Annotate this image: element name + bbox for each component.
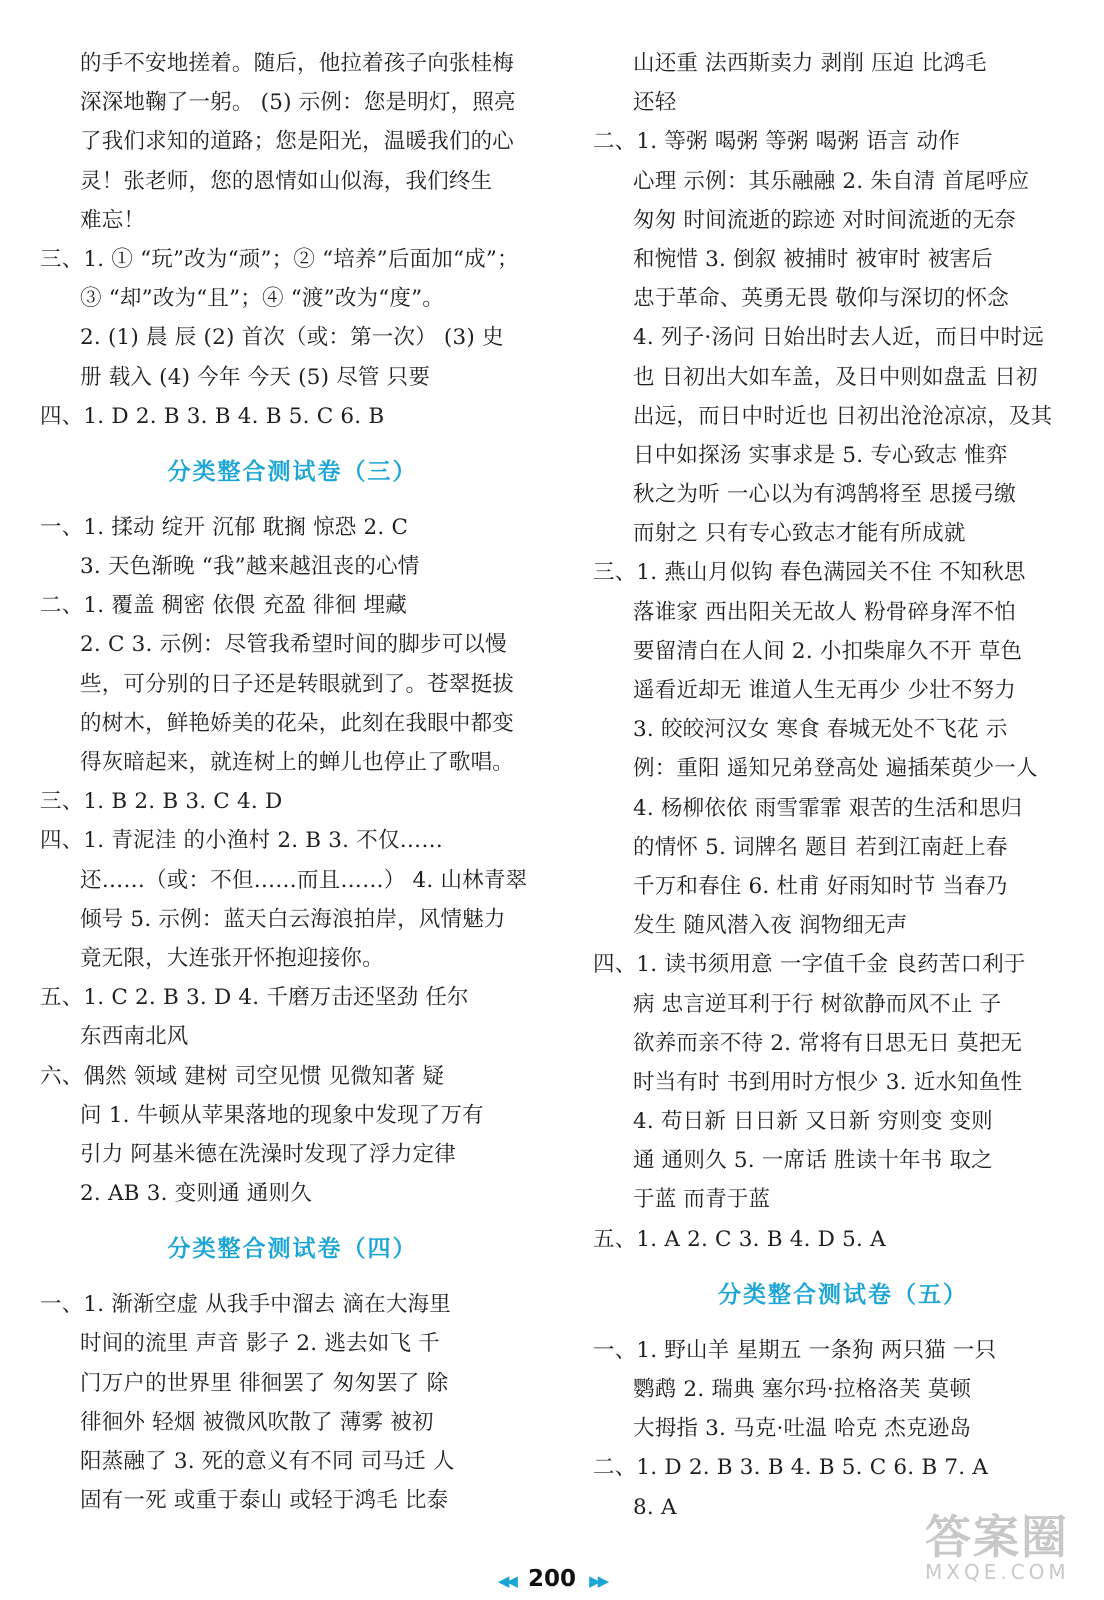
answer-line: 心理 示例：其乐融融 2. 朱自清 首尾呼应 <box>633 168 1030 194</box>
answer-line: 的情怀 5. 词牌名 题目 若到江南赶上春 <box>633 834 1008 860</box>
answer-line: 倾号 5. 示例：蓝天白云海浪拍岸，风情魅力 <box>80 906 506 932</box>
answer-line: 例：重阳 遥知兄弟登高处 遍插茱萸少一人 <box>633 756 1038 782</box>
answer-line: 六、偶然 领域 建树 司空见惯 见微知著 疑 <box>40 1063 445 1089</box>
answer-line: 了我们求知的道路；您是阳光，温暖我们的心 <box>80 129 515 155</box>
prev-arrows-icon[interactable]: ◀◀ <box>497 1572 515 1590</box>
answer-line: 一、1. 渐渐空虚 从我手中溜去 滴在大海里 <box>40 1292 451 1318</box>
answer-line: 还……（或：不但……而且……） 4. 山林青翠 <box>80 867 528 893</box>
answer-line: 2. C 3. 示例：尽管我希望时间的脚步可以慢 <box>80 632 507 658</box>
answer-line: 鹦鹉 2. 瑞典 塞尔玛·拉格洛芙 莫顿 <box>633 1377 972 1402</box>
answer-line: 三、1. ① “玩”改为“顽”；② “培养”后面加“成”； <box>40 246 519 272</box>
answer-line: 欲养而亲不待 2. 常将有日思无日 莫把无 <box>633 1030 1023 1056</box>
answer-line: 4. 杨柳依依 雨雪霏霏 艰苦的生活和思归 <box>633 795 1023 821</box>
answer-line: 通 通则久 5. 一席话 胜读十年书 取之 <box>633 1148 993 1174</box>
answer-line: 千万和春住 6. 杜甫 好雨知时节 当春乃 <box>633 873 1008 899</box>
answer-line: 4. 苟日新 日日新 又日新 穷则变 变则 <box>633 1109 993 1135</box>
answer-line: 4. 列子·汤问 日始出时去人近，而日中时远 <box>633 325 1044 351</box>
answer-line: 灵！张老师，您的恩情如山似海，我们终生 <box>80 168 493 194</box>
answer-line: 深深地鞠了一躬。 (5) 示例：您是明灯，照亮 <box>80 90 516 116</box>
answer-line: 阳蒸融了 3. 死的意义有不同 司马迁 人 <box>80 1449 455 1474</box>
answer-line: 时当有时 书到用时方恨少 3. 近水知鱼性 <box>633 1069 1023 1095</box>
answer-line: 五、1. A 2. C 3. B 4. D 5. A <box>593 1226 886 1252</box>
answer-line: 8. A <box>633 1494 677 1520</box>
answer-line: 的树木，鲜艳娇美的花朵，此刻在我眼中都变 <box>80 710 515 736</box>
answer-line: 遥看近却无 谁道人生无再少 少壮不努力 <box>633 678 1016 703</box>
answer-line: 难忘！ <box>80 207 146 233</box>
answer-line: 也 日初出大如车盖，及日中则如盘盂 日初 <box>633 364 1038 390</box>
answer-line: 2. (1) 晨 辰 (2) 首次（或：第一次） (3) 史 <box>80 325 504 351</box>
answer-line: 二、1. 等粥 喝粥 等粥 喝粥 语言 动作 <box>593 129 960 155</box>
answer-line: 日中如探汤 实事求是 5. 专心致志 惟弈 <box>633 442 1008 468</box>
answer-line: 册 载入 (4) 今年 今天 (5) 尽管 只要 <box>80 364 431 390</box>
answer-line: 大拇指 3. 马克·吐温 哈克 杰克逊岛 <box>633 1416 972 1442</box>
answer-line: 时间的流里 声音 影子 2. 逃去如飞 千 <box>80 1331 440 1357</box>
answer-line: 四、1. D 2. B 3. B 4. B 5. C 6. B <box>40 403 385 429</box>
answer-line: 而射之 只有专心致志才能有所成就 <box>633 521 966 547</box>
answer-line: 一、1. 野山羊 星期五 一条狗 两只猫 一只 <box>593 1337 997 1363</box>
section-title: 分类整合测试卷（三） <box>167 458 418 485</box>
answer-line: 二、1. D 2. B 3. B 4. B 5. C 6. B 7. A <box>593 1455 989 1481</box>
answer-line: 二、1. 覆盖 稠密 依偎 充盈 徘徊 埋藏 <box>40 593 407 619</box>
answer-line: 秋之为听 一心以为有鸿鹄将至 思援弓缴 <box>633 482 1016 508</box>
answer-line: 2. AB 3. 变则通 通则久 <box>80 1181 312 1207</box>
answer-line: 固有一死 或重于泰山 或轻于鸿毛 比泰 <box>80 1488 449 1514</box>
answer-line: 一、1. 揉动 绽开 沉郁 耽搁 惊恐 2. C <box>40 514 409 540</box>
watermark-url: MXQE.COM <box>925 1560 1070 1584</box>
answer-line: 东西南北风 <box>80 1024 189 1050</box>
answer-line: 发生 随风潜入夜 润物细无声 <box>633 913 908 939</box>
answer-line: 3. 天色渐晚 “我”越来越沮丧的心情 <box>80 554 420 580</box>
answer-line: 匆匆 时间流逝的踪迹 对时间流逝的无奈 <box>633 207 1016 233</box>
answer-line: 徘徊外 轻烟 被微风吹散了 薄雾 被初 <box>80 1409 434 1435</box>
next-arrows-icon[interactable]: ▶▶ <box>589 1572 607 1590</box>
answer-line: 三、1. 燕山月似钩 春色满园关不住 不知秋思 <box>593 560 1026 586</box>
answer-line: 三、1. B 2. B 3. C 4. D <box>40 789 283 815</box>
answer-line: 五、1. C 2. B 3. D 4. 千磨万击还坚劲 任尔 <box>40 985 469 1011</box>
answer-line: 门万户的世界里 徘徊罢了 匆匆罢了 除 <box>80 1370 449 1396</box>
answer-line: 3. 皎皎河汉女 寒食 春城无处不飞花 示 <box>633 717 1008 743</box>
right-column <box>593 44 1093 1527</box>
answer-line: 竟无限，大连张开怀抱迎接你。 <box>80 945 384 971</box>
answer-line: 些，可分别的日子还是转眼就到了。苍翠挺拔 <box>80 671 515 697</box>
answer-line: 山还重 法西斯卖力 剥削 压迫 比鸿毛 <box>633 51 987 76</box>
answer-line: 忠于革命、英勇无畏 敬仰与深切的怀念 <box>633 286 1009 312</box>
answer-line: 四、1. 读书须用意 一字值千金 良药苦口利于 <box>593 952 1026 978</box>
answer-line: 问 1. 牛顿从苹果落地的现象中发现了万有 <box>80 1102 484 1128</box>
answer-line: 出远，而日中时近也 日初出沧沧凉凉，及其 <box>633 403 1053 429</box>
answer-line: 和惋惜 3. 倒叙 被捕时 被审时 被害后 <box>633 246 993 272</box>
watermark-logo <box>925 1510 1070 1584</box>
answer-line: 得灰暗起来，就连树上的蝉儿也停止了歌唱。 <box>80 750 515 775</box>
left-column <box>40 44 545 1520</box>
answer-line: 要留清白在人间 2. 小扣柴扉久不开 草色 <box>633 638 1023 664</box>
answer-line: 还轻 <box>633 90 677 116</box>
watermark-title: 答案圈 <box>925 1510 1069 1564</box>
answer-line: 于蓝 而青于蓝 <box>633 1187 771 1213</box>
answer-line: ③ “却”改为“且”；④ “渡”改为“度”。 <box>80 286 445 312</box>
answer-line: 落谁家 西出阳关无故人 粉骨碎身浑不怕 <box>633 599 1016 625</box>
section-title: 分类整合测试卷（五） <box>718 1281 968 1308</box>
answer-line: 四、1. 青泥洼 的小渔村 2. B 3. 不仅…… <box>40 828 444 854</box>
answer-line: 病 忠言逆耳利于行 树欲静而风不止 子 <box>633 991 1002 1017</box>
answer-line: 的手不安地搓着。随后，他拉着孩子向张桂梅 <box>80 51 515 76</box>
answer-line: 引力 阿基米德在洗澡时发现了浮力定律 <box>80 1141 456 1167</box>
page-number: 200 <box>527 1566 576 1592</box>
section-title: 分类整合测试卷（四） <box>167 1236 418 1263</box>
